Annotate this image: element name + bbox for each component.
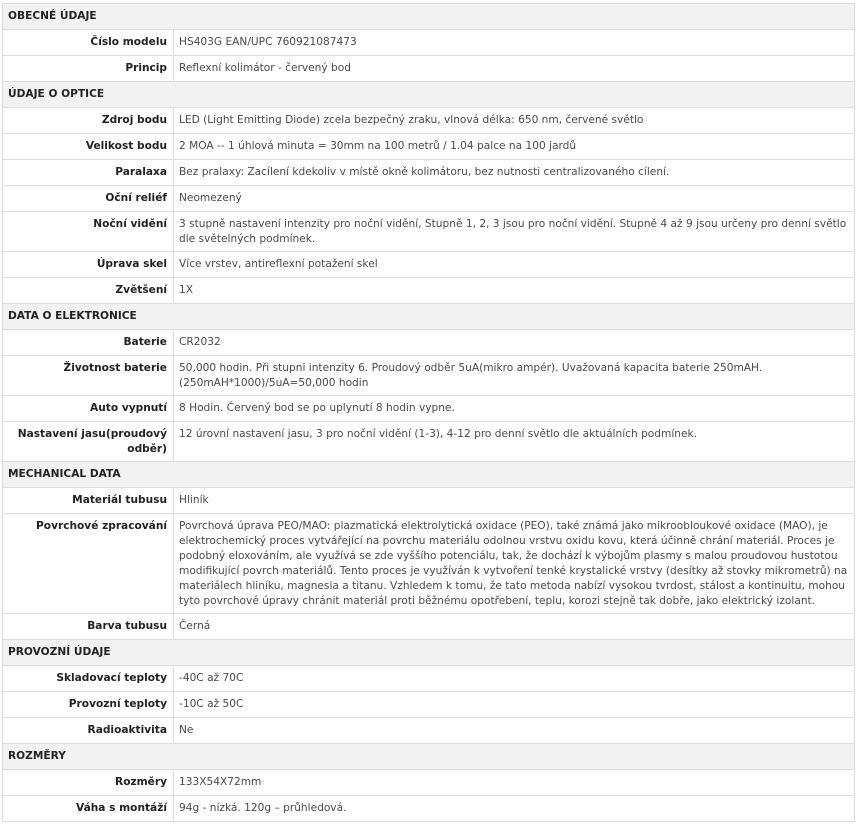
spec-value: Reflexní kolimátor - červený bod xyxy=(174,56,855,82)
section-title: PROVOZNÍ ÚDAJE xyxy=(3,640,855,666)
spec-label: Číslo modelu xyxy=(3,30,174,56)
spec-row xyxy=(3,160,855,186)
section-title: OBECNÉ ÚDAJE xyxy=(3,4,855,30)
spec-label: Provozní teploty xyxy=(3,692,174,718)
spec-value: LED (Light Emitting Diode) zcela bezpečný zraku, vlnová délka: 650 nm, červené světlo xyxy=(174,108,855,134)
spec-label: Skladovací teploty xyxy=(3,666,174,692)
spec-row xyxy=(3,396,855,422)
spec-table-body xyxy=(3,4,855,822)
spec-label: Rozměry xyxy=(3,770,174,796)
spec-table xyxy=(2,3,855,822)
spec-row xyxy=(3,514,855,614)
spec-value: Černá xyxy=(174,614,855,640)
spec-label: Životnost baterie xyxy=(3,356,174,396)
spec-value: -40C až 70C xyxy=(174,666,855,692)
spec-label: Nastavení jasu(proudový odběr) xyxy=(3,422,174,462)
section-title: ROZMĚRY xyxy=(3,744,855,770)
section-header-row xyxy=(3,462,855,488)
spec-value: Více vrstev, antireflexní potažení skel xyxy=(174,252,855,278)
spec-label: Oční reliéf xyxy=(3,186,174,212)
spec-value: 2 MOA -- 1 úhlová minuta = 30mm na 100 metrů / 1.04 palce na 100 jardů xyxy=(174,134,855,160)
spec-row xyxy=(3,422,855,462)
spec-label: Váha s montáží xyxy=(3,796,174,822)
spec-row xyxy=(3,278,855,304)
spec-label: Paralaxa xyxy=(3,160,174,186)
section-title: ÚDAJE O OPTICE xyxy=(3,82,855,108)
spec-label: Barva tubusu xyxy=(3,614,174,640)
spec-row xyxy=(3,770,855,796)
section-header-row xyxy=(3,304,855,330)
section-header-row xyxy=(3,4,855,30)
spec-value: CR2032 xyxy=(174,330,855,356)
spec-value: Hliník xyxy=(174,488,855,514)
spec-value: 3 stupně nastavení intenzity pro noční vidění, Stupně 1, 2, 3 jsou pro noční vidění. Stupně 4 až 9 jsou určeny pro denní světlo dle světelných podmínek. xyxy=(174,212,855,252)
spec-label: Auto vypnutí xyxy=(3,396,174,422)
spec-row xyxy=(3,56,855,82)
spec-value: 94g - nízká. 120g – průhledová. xyxy=(174,796,855,822)
section-header-row xyxy=(3,82,855,108)
spec-label: Zdroj bodu xyxy=(3,108,174,134)
spec-value: 12 úrovní nastavení jasu, 3 pro noční vidění (1-3), 4-12 pro denní světlo dle aktuálních podmínek. xyxy=(174,422,855,462)
spec-row xyxy=(3,718,855,744)
spec-value: Ne xyxy=(174,718,855,744)
spec-row xyxy=(3,212,855,252)
spec-label: Noční vidění xyxy=(3,212,174,252)
spec-label: Materiál tubusu xyxy=(3,488,174,514)
spec-value: 50,000 hodin. Při stupni intenzity 6. Proudový odběr 5uA(mikro ampér). Uvažovaná kapacita baterie 250mAH. (250mAH*1000)/5uA=50,000 hodin xyxy=(174,356,855,396)
spec-label: Povrchové zpracování xyxy=(3,514,174,614)
spec-row xyxy=(3,692,855,718)
spec-label: Úprava skel xyxy=(3,252,174,278)
section-title: DATA O ELEKTRONICE xyxy=(3,304,855,330)
spec-value: Neomezený xyxy=(174,186,855,212)
section-header-row xyxy=(3,640,855,666)
spec-label: Princip xyxy=(3,56,174,82)
spec-value: Bez pralaxy: Zacílení kdekoliv v místě okně kolimátoru, bez nutnosti centralizovaného cílení. xyxy=(174,160,855,186)
section-title: MECHANICAL DATA xyxy=(3,462,855,488)
spec-row xyxy=(3,252,855,278)
spec-label: Velikost bodu xyxy=(3,134,174,160)
spec-row xyxy=(3,356,855,396)
spec-row xyxy=(3,488,855,514)
spec-row xyxy=(3,330,855,356)
section-header-row xyxy=(3,744,855,770)
spec-value: 1X xyxy=(174,278,855,304)
spec-value: HS403G EAN/UPC 760921087473 xyxy=(174,30,855,56)
spec-row xyxy=(3,614,855,640)
spec-label: Baterie xyxy=(3,330,174,356)
spec-row xyxy=(3,108,855,134)
spec-value: -10C až 50C xyxy=(174,692,855,718)
spec-label: Radioaktivita xyxy=(3,718,174,744)
spec-row xyxy=(3,666,855,692)
spec-row xyxy=(3,30,855,56)
spec-row xyxy=(3,134,855,160)
spec-value: 133X54X72mm xyxy=(174,770,855,796)
spec-row xyxy=(3,796,855,822)
spec-row xyxy=(3,186,855,212)
spec-value: Povrchová úprava PEO/MAO: plazmatická elektrolytická oxidace (PEO), také známá jako mikroobloukové oxidace (MAO), je elektrochemický proces vytvářející na povrchu materiálu odolnou vrstvu oxidu kovu, která účinně chrání materiál. Proces je podobný eloxováním, ale využívá se zde vyššího potenciálu, tak, že dochází k výbojům plasmy s malou proudovou hustotou modifikující povrch materiálů. Tento proces je využíván k vytvoření tenké krystalické vrstvy (desítky až stovky mikrometrů) na materiálech hliníku, magnesia a titanu. Vzhledem k tomu, že tato metoda nabízí vysokou tvrdost, stálost a kontinuitu, mohou tyto povrchové úpravy chránit materiál proti běžnému opotřebení, teplu, korozi stejně tak dobře, jako elektrický izolant. xyxy=(174,514,855,614)
spec-value: 8 Hodin. Červený bod se po uplynutí 8 hodin vypne. xyxy=(174,396,855,422)
spec-label: Zvětšení xyxy=(3,278,174,304)
